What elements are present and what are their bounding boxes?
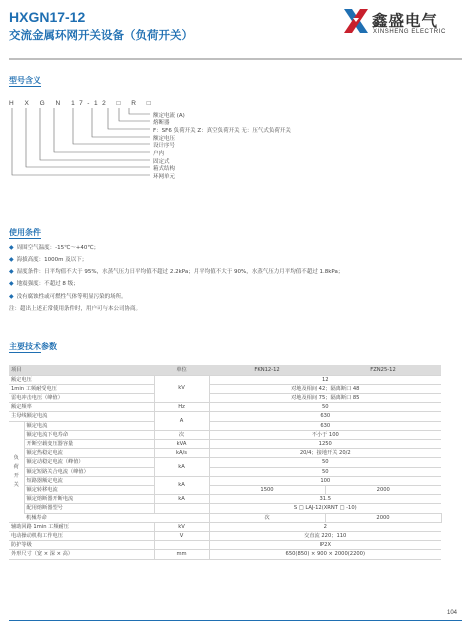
table-row: 额定短路关合电流（峰值） 50 xyxy=(9,467,441,476)
code-letter: N xyxy=(55,100,65,107)
condition-item: ◆ 地震强度：不超过 8 级； xyxy=(9,280,79,287)
legend-item: 箱式结构 xyxy=(153,166,176,172)
col-header-item: 项目 xyxy=(9,365,154,375)
conditions-section-underline xyxy=(9,238,41,239)
condition-item: ◆ 没有腐蚀性或可燃性气体等明显污染的场所。 xyxy=(9,293,127,300)
page-number: 104 xyxy=(446,610,457,616)
diamond-bullet-icon: ◆ xyxy=(9,244,14,251)
condition-item: ◆ 湿度条件：日平均值不大于 95%，水蒸气压力日平均值不超过 2.2kPa；月平均值不大于 90%，水蒸气压力月平均值不超过 1.8kPa； xyxy=(9,268,344,275)
diamond-bullet-icon: ◆ xyxy=(9,280,14,287)
table-row: 额定电流下电寿命 次 不小于 100 xyxy=(9,430,441,439)
table-row: 外形尺寸（宽 × 深 × 高） mm 650(850) × 900 × 2000(2200) xyxy=(9,550,441,559)
legend-item: 户内 xyxy=(153,151,165,157)
model-section-title: 型号含义 xyxy=(9,76,41,85)
table-row: 短路器额定电流 kA 100 xyxy=(9,476,441,485)
col-header-fzn: FZN25-12 xyxy=(325,365,441,375)
legend-item: F：SF6 负荷开关 Z：真空负荷开关 无：压气式负荷开关 xyxy=(153,128,291,134)
load-switch-group-label: 负 荷 开 关 xyxy=(9,421,24,522)
spec-table xyxy=(9,365,441,560)
table-row: 1min 工频耐受电压 对地及相间 42；隔离断口 48 xyxy=(9,384,441,393)
code-letter: □ xyxy=(116,100,125,107)
model-leader-lines xyxy=(0,0,471,200)
legend-item: 环网单元 xyxy=(153,174,176,180)
legend-item: 设计序号 xyxy=(153,143,176,149)
legend-item: 额定电压 xyxy=(153,136,176,142)
code-letter: H xyxy=(9,100,19,107)
code-letter: 12 xyxy=(93,100,111,107)
legend-item: 额定电流 (A) xyxy=(153,113,185,119)
col-header-fkn: FKN12-12 xyxy=(209,365,325,375)
table-row: 防护等级 IP2X xyxy=(9,541,441,550)
table-row: 额定热稳定电流 kA/s 20/4；接地开关 20/2 xyxy=(9,449,441,458)
conditions-note: 注：超出上述正常使用条件时，用户可与本公司协商。 xyxy=(9,306,142,312)
conditions-section-title: 使用条件 xyxy=(9,228,41,237)
table-row: 开断空载变压器容量 kVA 1250 xyxy=(9,439,441,448)
specs-section-title: 主要技术参数 xyxy=(9,342,57,351)
col-header-unit: 单位 xyxy=(154,365,209,375)
condition-item: ◆ 周围空气温度：-15℃～+40℃； xyxy=(9,244,100,251)
condition-item: ◆ 海拔高度：1000m 及以下； xyxy=(9,256,88,263)
code-letter: - xyxy=(87,100,94,107)
spec-table-header xyxy=(9,365,441,375)
specs-section-underline xyxy=(9,352,41,353)
brand-name-cn: 鑫盛电气 xyxy=(372,12,439,30)
legend-item: 固定式 xyxy=(153,159,170,165)
diamond-bullet-icon: ◆ xyxy=(9,293,14,300)
table-row: 额定转移电流 1500 2000 xyxy=(9,485,441,494)
diamond-bullet-icon: ◆ xyxy=(9,268,14,275)
table-row: 主母线额定电流 A 630 xyxy=(9,412,441,421)
page-subtitle: 交流金属环网开关设备（负荷开关） xyxy=(9,28,193,42)
code-letter: R xyxy=(131,100,141,107)
diamond-bullet-icon: ◆ xyxy=(9,256,14,263)
table-row: 负 荷 开 关 额定电流 630 xyxy=(9,421,441,430)
table-row: 机械寿命 次 2000 xyxy=(9,513,441,522)
footer-divider xyxy=(9,620,462,621)
table-row: 电动操动机构工作电压 V 交直流 220；110 xyxy=(9,531,441,540)
code-letter: G xyxy=(39,100,50,107)
table-row: 额定频率 Hz 50 xyxy=(9,403,441,412)
legend-item: 熔断器 xyxy=(153,120,170,126)
table-row: 雷电冲击电压（峰值） 对地及相间 75；隔离断口 85 xyxy=(9,393,441,402)
table-row: 额定熔断器开断电流 kA 31.5 xyxy=(9,495,441,504)
code-letter: 17 xyxy=(71,100,88,107)
table-row: 配用熔断器型号 S □ LAJ-12(XRNT □ -10) xyxy=(9,504,441,513)
code-letter: □ xyxy=(146,100,156,107)
table-row: 额定动稳定电流（峰值） kA 50 xyxy=(9,458,441,467)
table-row: 额定电压 kV 12 xyxy=(9,375,441,384)
model-title: HXGN17-12 xyxy=(9,9,86,25)
brand-name-en: XINSHENG ELECTRIC xyxy=(373,29,446,35)
table-row: 辅助回路 1min 工频耐压 kV 2 xyxy=(9,522,441,531)
code-letter: X xyxy=(24,100,34,107)
